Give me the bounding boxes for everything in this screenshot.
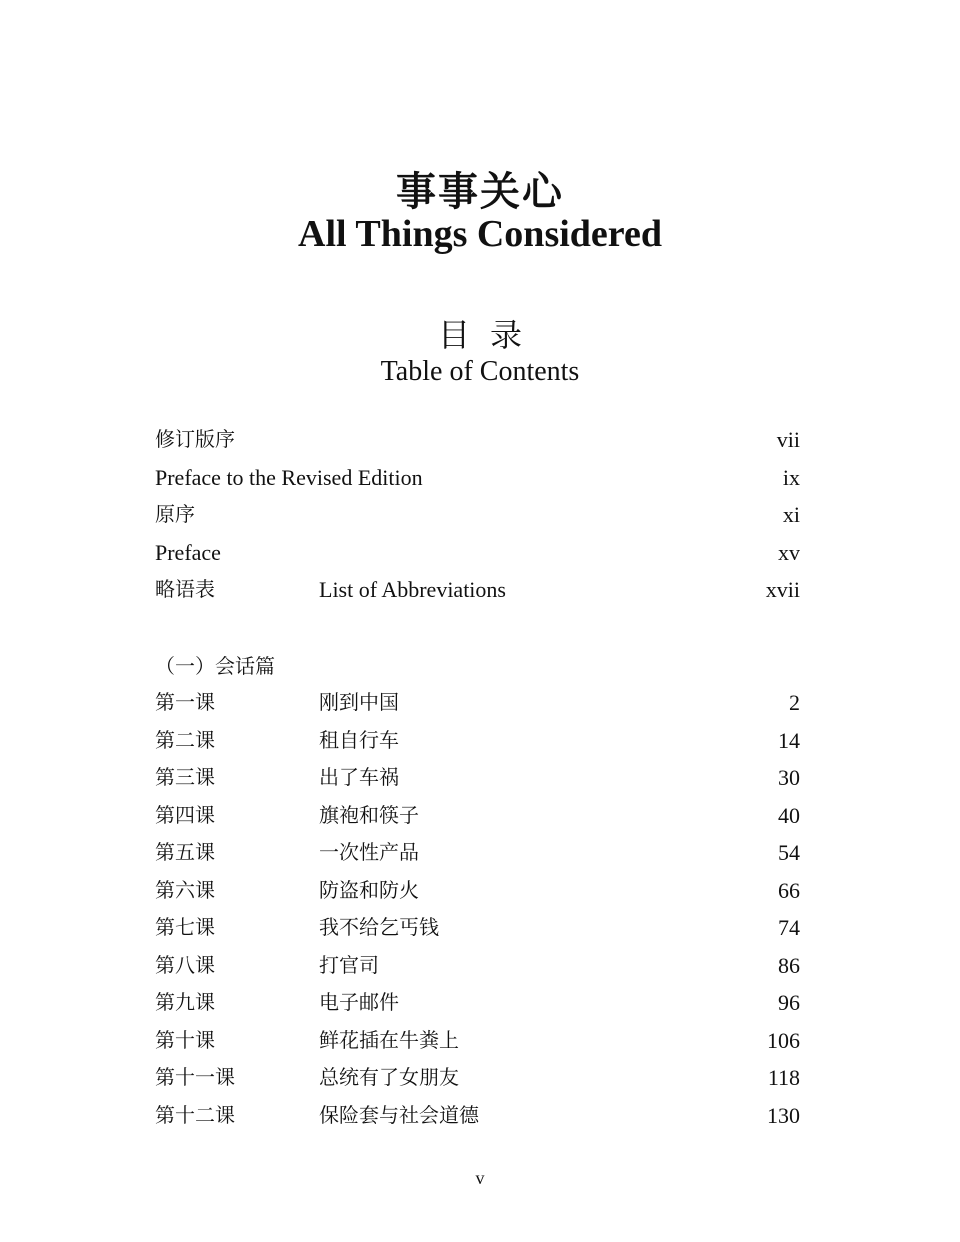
lesson-row <box>155 797 800 835</box>
entry-title: Preface to the Revised Edition <box>155 464 423 490</box>
toc-heading-chinese: 目录 <box>437 316 542 354</box>
entry-title: Preface <box>155 539 221 565</box>
lesson-page: 66 <box>778 877 800 903</box>
lesson-row <box>155 722 800 760</box>
lesson-title: 防盗和防火 <box>319 877 419 902</box>
entry-page: xi <box>782 502 800 527</box>
lesson-page: 2 <box>789 690 800 715</box>
front-matter-row <box>155 571 800 609</box>
book-title-chinese: 事事关心 <box>396 168 564 215</box>
toc-heading-english: Table of Contents <box>380 356 580 387</box>
lesson-page: 86 <box>778 952 800 978</box>
lesson-row <box>155 684 800 722</box>
lesson-title: 旗袍和筷子 <box>319 802 419 827</box>
lesson-number: 第五课 <box>155 840 215 864</box>
lesson-list <box>155 684 800 1134</box>
lesson-row <box>155 1059 800 1097</box>
entry-page: xv <box>778 539 800 565</box>
lesson-number: 第十一课 <box>155 1065 235 1089</box>
page-number: v <box>475 1168 485 1188</box>
lesson-row <box>155 872 800 910</box>
lesson-title: 刚到中国 <box>319 690 399 714</box>
lesson-number: 第七课 <box>155 915 215 939</box>
entry-page: vii <box>776 427 800 452</box>
lesson-number: 第十课 <box>155 1027 215 1052</box>
section-heading: （一）会话篇 <box>155 654 275 678</box>
lesson-row <box>155 909 800 947</box>
lesson-number: 第十二课 <box>155 1102 235 1127</box>
lesson-page: 118 <box>767 1065 800 1090</box>
lesson-number: 第九课 <box>155 990 215 1014</box>
lesson-row <box>155 947 800 985</box>
lesson-title: 鲜花插在牛粪上 <box>319 1027 459 1052</box>
lesson-page: 96 <box>778 990 800 1015</box>
lesson-title: 我不给乞丐钱 <box>319 915 439 939</box>
lesson-number: 第八课 <box>155 952 215 977</box>
lesson-row <box>155 834 800 872</box>
entry-title: 略语表 <box>155 577 215 601</box>
lesson-title: 一次性产品 <box>319 840 419 864</box>
lesson-number: 第四课 <box>155 802 215 827</box>
lesson-title: 租自行车 <box>319 727 399 752</box>
lesson-number: 第一课 <box>155 690 215 714</box>
lesson-title: 电子邮件 <box>319 990 399 1014</box>
lesson-title: 打官司 <box>319 952 379 977</box>
lesson-page: 14 <box>778 727 800 753</box>
lesson-page: 106 <box>767 1027 800 1053</box>
entry-title-english: List of Abbreviations <box>319 577 506 602</box>
book-title-english: All Things Considered <box>298 213 662 255</box>
lesson-page: 130 <box>767 1102 800 1128</box>
lesson-number: 第三课 <box>155 765 215 789</box>
entry-title: 原序 <box>155 502 195 526</box>
lesson-page: 74 <box>778 915 800 940</box>
lesson-page: 40 <box>778 802 800 828</box>
front-matter-list <box>155 421 800 609</box>
lesson-title: 总统有了女朋友 <box>319 1065 459 1089</box>
front-matter-row <box>155 534 800 572</box>
front-matter-row <box>155 496 800 534</box>
entry-page: ix <box>782 464 800 490</box>
lesson-title: 出了车祸 <box>319 765 399 789</box>
lesson-row <box>155 759 800 797</box>
lesson-page: 30 <box>778 765 800 790</box>
lesson-title: 保险套与社会道德 <box>319 1102 479 1127</box>
lesson-number: 第六课 <box>155 877 215 902</box>
lesson-page: 54 <box>778 840 800 865</box>
lesson-row <box>155 1022 800 1060</box>
front-matter-row <box>155 459 800 497</box>
front-matter-row <box>155 421 800 459</box>
entry-page: xvii <box>765 577 800 602</box>
lesson-number: 第二课 <box>155 727 215 752</box>
lesson-row <box>155 984 800 1022</box>
entry-title: 修订版序 <box>155 427 235 451</box>
lesson-row <box>155 1097 800 1135</box>
